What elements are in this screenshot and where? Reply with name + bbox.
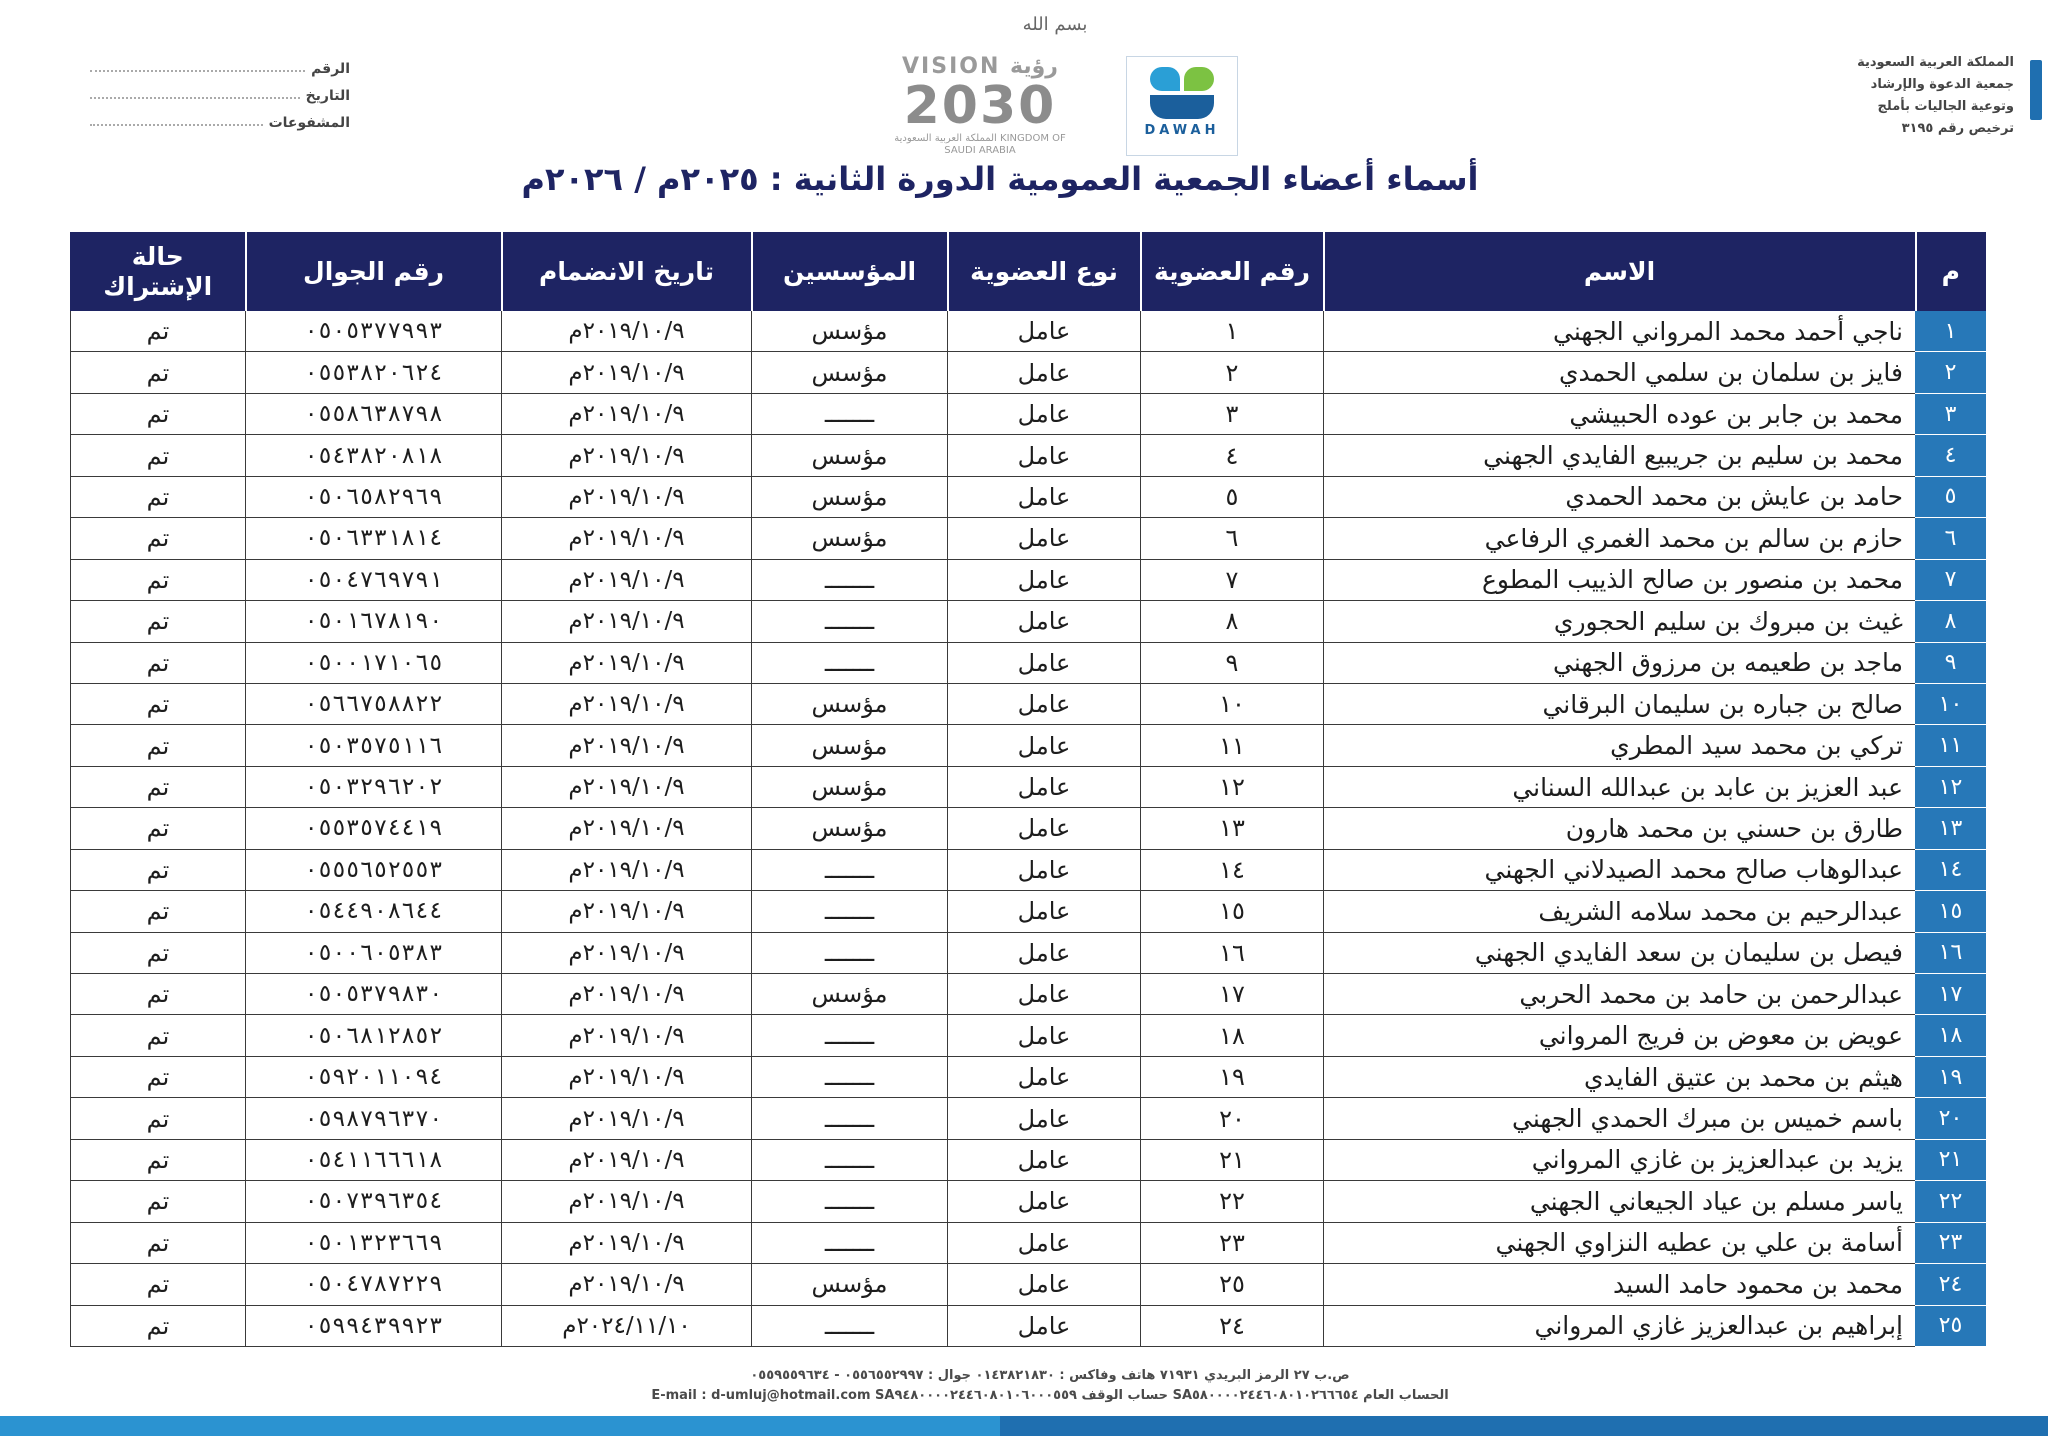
mobile-number: ٠٥٠٦٥٨٢٩٦٩ bbox=[246, 476, 502, 517]
founder-status: ـــــــ bbox=[752, 1056, 948, 1097]
member-name: ناجي أحمد محمد المرواني الجهني bbox=[1324, 311, 1916, 352]
membership-type: عامل bbox=[948, 725, 1141, 766]
mobile-number: ٠٥٠١٣٢٣٦٦٩ bbox=[246, 1222, 502, 1263]
table-row bbox=[71, 642, 1986, 683]
column-header: تاريخ الانضمام bbox=[502, 233, 752, 311]
founder-status: مؤسس bbox=[752, 725, 948, 766]
founder-status: مؤسس bbox=[752, 518, 948, 559]
side-accent-bar bbox=[2030, 60, 2042, 120]
join-date: ٢٠١٩/١٠/٩م bbox=[502, 725, 752, 766]
membership-type: عامل bbox=[948, 891, 1141, 932]
member-name: عبدالرحمن بن حامد بن محمد الحربي bbox=[1324, 974, 1916, 1015]
member-name: طارق بن حسني بن محمد هارون bbox=[1324, 808, 1916, 849]
basmala-calligraphy: بسم الله bbox=[1022, 14, 1088, 35]
join-date: ٢٠١٩/١٠/٩م bbox=[502, 518, 752, 559]
column-header: م bbox=[1916, 233, 1986, 311]
subscription-status: تم bbox=[71, 1181, 246, 1222]
founder-status: مؤسس bbox=[752, 476, 948, 517]
member-name: محمد بن محمود حامد السيد bbox=[1324, 1264, 1916, 1305]
table-row bbox=[71, 766, 1986, 807]
membership-type: عامل bbox=[948, 766, 1141, 807]
subscription-status: تم bbox=[71, 683, 246, 724]
founder-status: مؤسس bbox=[752, 974, 948, 1015]
subscription-status: تم bbox=[71, 601, 246, 642]
subscription-status: تم bbox=[71, 891, 246, 932]
subscription-status: تم bbox=[71, 559, 246, 600]
membership-type: عامل bbox=[948, 974, 1141, 1015]
mobile-number: ٠٥٠١٦٧٨١٩٠ bbox=[246, 601, 502, 642]
org-line: وتوعية الجاليات بأملج bbox=[1877, 99, 2014, 114]
subscription-status: تم bbox=[71, 849, 246, 890]
founder-status: مؤسس bbox=[752, 808, 948, 849]
column-header: المؤسسين bbox=[752, 233, 948, 311]
founder-status: ـــــــ bbox=[752, 559, 948, 600]
mobile-number: ٠٥٠٦٣٣١٨١٤ bbox=[246, 518, 502, 559]
member-name: ياسر مسلم بن عياد الجيعاني الجهني bbox=[1324, 1181, 1916, 1222]
table-row bbox=[71, 476, 1986, 517]
table-row bbox=[71, 1056, 1986, 1097]
table-row bbox=[71, 891, 1986, 932]
organization-info bbox=[1754, 52, 2014, 140]
join-date: ٢٠٢٤/١١/١٠م bbox=[502, 1305, 752, 1347]
join-date: ٢٠١٩/١٠/٩م bbox=[502, 974, 752, 1015]
footer-line: ص.ب ٢٧ الرمز البريدي ٧١٩٣١ هاتف وفاكس : ٠١٤٣٨٢١٨٣٠ جوال : ٠٥٥٦٥٥٢٩٩٧ - ٠٥٥٩٥٥٩٦٣٤ bbox=[750, 1368, 1350, 1383]
dawah-label: DAWAH bbox=[1144, 123, 1220, 138]
row-index: ١١ bbox=[1916, 725, 1986, 766]
membership-number: ٥ bbox=[1141, 476, 1324, 517]
subscription-status: تم bbox=[71, 974, 246, 1015]
mobile-number: ٠٥٠٥٣٧٧٩٩٣ bbox=[246, 311, 502, 352]
subscription-status: تم bbox=[71, 642, 246, 683]
row-index: ٢٠ bbox=[1916, 1098, 1986, 1139]
member-name: ماجد بن طعيمه بن مرزوق الجهني bbox=[1324, 642, 1916, 683]
membership-number: ٩ bbox=[1141, 642, 1324, 683]
founder-status: مؤسس bbox=[752, 683, 948, 724]
member-name: عبدالوهاب صالح محمد الصيدلاني الجهني bbox=[1324, 849, 1916, 890]
dawah-logo bbox=[1126, 56, 1238, 156]
member-name: عبد العزيز بن عابد بن عبدالله السناني bbox=[1324, 766, 1916, 807]
row-index: ١٠ bbox=[1916, 683, 1986, 724]
membership-number: ٦ bbox=[1141, 518, 1324, 559]
founder-status: ـــــــ bbox=[752, 1139, 948, 1180]
subscription-status: تم bbox=[71, 766, 246, 807]
membership-type: عامل bbox=[948, 518, 1141, 559]
membership-number: ٢٣ bbox=[1141, 1222, 1324, 1263]
table-row bbox=[71, 435, 1986, 476]
vision-year: 2030 bbox=[903, 76, 1057, 136]
join-date: ٢٠١٩/١٠/٩م bbox=[502, 932, 752, 973]
membership-type: عامل bbox=[948, 932, 1141, 973]
row-index: ٩ bbox=[1916, 642, 1986, 683]
membership-type: عامل bbox=[948, 683, 1141, 724]
mobile-number: ٠٥٥٨٦٣٨٧٩٨ bbox=[246, 393, 502, 434]
row-index: ٢٥ bbox=[1916, 1305, 1986, 1347]
membership-number: ٢٤ bbox=[1141, 1305, 1324, 1347]
subscription-status: تم bbox=[71, 435, 246, 476]
member-name: باسم خميس بن مبرك الحمدي الجهني bbox=[1324, 1098, 1916, 1139]
subscription-status: تم bbox=[71, 1222, 246, 1263]
member-name: محمد بن سليم بن جريبيع الفايدي الجهني bbox=[1324, 435, 1916, 476]
mobile-number: ٠٥٠٦٨١٢٨٥٢ bbox=[246, 1015, 502, 1056]
column-header: رقم العضوية bbox=[1141, 233, 1324, 311]
join-date: ٢٠١٩/١٠/٩م bbox=[502, 1264, 752, 1305]
table-row bbox=[71, 974, 1986, 1015]
reference-meta bbox=[90, 56, 350, 137]
mobile-number: ٠٥٠٤٧٨٧٢٢٩ bbox=[246, 1264, 502, 1305]
member-name: حازم بن سالم بن محمد الغمري الرفاعي bbox=[1324, 518, 1916, 559]
mobile-number: ٠٥٤٤٩٠٨٦٤٤ bbox=[246, 891, 502, 932]
table-row bbox=[71, 1139, 1986, 1180]
row-index: ١٤ bbox=[1916, 849, 1986, 890]
table-row bbox=[71, 518, 1986, 559]
org-line: جمعية الدعوة والإرشاد bbox=[1870, 77, 2014, 92]
join-date: ٢٠١٩/١٠/٩م bbox=[502, 601, 752, 642]
join-date: ٢٠١٩/١٠/٩م bbox=[502, 891, 752, 932]
table-row bbox=[71, 808, 1986, 849]
column-header: نوع العضوية bbox=[948, 233, 1141, 311]
subscription-status: تم bbox=[71, 476, 246, 517]
subscription-status: تم bbox=[71, 1139, 246, 1180]
subscription-status: تم bbox=[71, 1098, 246, 1139]
row-index: ٢٣ bbox=[1916, 1222, 1986, 1263]
subscription-status: تم bbox=[71, 1305, 246, 1347]
column-header: رقم الجوال bbox=[246, 233, 502, 311]
row-index: ٦ bbox=[1916, 518, 1986, 559]
membership-type: عامل bbox=[948, 1098, 1141, 1139]
meta-label: التاريخ bbox=[305, 88, 350, 104]
membership-number: ١١ bbox=[1141, 725, 1324, 766]
mobile-number: ٠٥٠٥٣٧٩٨٣٠ bbox=[246, 974, 502, 1015]
subscription-status: تم bbox=[71, 311, 246, 352]
join-date: ٢٠١٩/١٠/٩م bbox=[502, 435, 752, 476]
join-date: ٢٠١٩/١٠/٩م bbox=[502, 766, 752, 807]
join-date: ٢٠١٩/١٠/٩م bbox=[502, 1222, 752, 1263]
table-row bbox=[71, 1015, 1986, 1056]
mobile-number: ٠٥٠٧٣٩٦٣٥٤ bbox=[246, 1181, 502, 1222]
vision-label: VISION رؤية bbox=[902, 54, 1058, 79]
membership-type: عامل bbox=[948, 849, 1141, 890]
membership-type: عامل bbox=[948, 1181, 1141, 1222]
mobile-number: ٠٥٩٢٠١١٠٩٤ bbox=[246, 1056, 502, 1097]
org-line: المملكة العربية السعودية bbox=[1857, 55, 2014, 70]
table-row bbox=[71, 1305, 1986, 1347]
founder-status: ـــــــ bbox=[752, 1222, 948, 1263]
mobile-number: ٠٥٠٠٦٠٥٣٨٣ bbox=[246, 932, 502, 973]
membership-number: ٢١ bbox=[1141, 1139, 1324, 1180]
footer-band-accent bbox=[0, 1416, 1000, 1436]
mobile-number: ٠٥٠٣٥٧٥١١٦ bbox=[246, 725, 502, 766]
founder-status: مؤسس bbox=[752, 435, 948, 476]
join-date: ٢٠١٩/١٠/٩م bbox=[502, 476, 752, 517]
mobile-number: ٠٥٠٤٧٦٩٧٩١ bbox=[246, 559, 502, 600]
mobile-number: ٠٥٤١١٦٦٦١٨ bbox=[246, 1139, 502, 1180]
mobile-number: ٠٥٠٠١٧١٠٦٥ bbox=[246, 642, 502, 683]
row-index: ٥ bbox=[1916, 476, 1986, 517]
member-name: هيثم بن محمد بن عتيق الفايدي bbox=[1324, 1056, 1916, 1097]
membership-number: ١٧ bbox=[1141, 974, 1324, 1015]
membership-type: عامل bbox=[948, 311, 1141, 352]
table-row bbox=[71, 849, 1986, 890]
membership-number: ١٦ bbox=[1141, 932, 1324, 973]
row-index: ١ bbox=[1916, 311, 1986, 352]
subscription-status: تم bbox=[71, 1015, 246, 1056]
row-index: ٤ bbox=[1916, 435, 1986, 476]
membership-type: عامل bbox=[948, 642, 1141, 683]
founder-status: مؤسس bbox=[752, 766, 948, 807]
founder-status: ـــــــ bbox=[752, 393, 948, 434]
table-row bbox=[71, 393, 1986, 434]
member-name: صالح بن جباره بن سليمان البرقاني bbox=[1324, 683, 1916, 724]
row-index: ٢١ bbox=[1916, 1139, 1986, 1180]
row-index: ١٥ bbox=[1916, 891, 1986, 932]
row-index: ٨ bbox=[1916, 601, 1986, 642]
membership-type: عامل bbox=[948, 1056, 1141, 1097]
member-name: أسامة بن علي بن عطيه النزاوي الجهني bbox=[1324, 1222, 1916, 1263]
founder-status: ـــــــ bbox=[752, 1181, 948, 1222]
founder-status: ـــــــ bbox=[752, 1305, 948, 1347]
subscription-status: تم bbox=[71, 932, 246, 973]
join-date: ٢٠١٩/١٠/٩م bbox=[502, 1015, 752, 1056]
join-date: ٢٠١٩/١٠/٩م bbox=[502, 559, 752, 600]
membership-number: ١٤ bbox=[1141, 849, 1324, 890]
org-line: ترخيص رقم ٣١٩٥ bbox=[1901, 121, 2014, 136]
member-name: إبراهيم بن عبدالعزيز غازي المرواني bbox=[1324, 1305, 1916, 1347]
membership-number: ٣ bbox=[1141, 393, 1324, 434]
mobile-number: ٠٥٥٣٥٧٤٤١٩ bbox=[246, 808, 502, 849]
membership-number: ١٣ bbox=[1141, 808, 1324, 849]
founder-status: ـــــــ bbox=[752, 932, 948, 973]
vision-subtitle: المملكة العربية السعودية KINGDOM OF SAUDI ARABIA bbox=[894, 133, 1066, 156]
subscription-status: تم bbox=[71, 808, 246, 849]
table-header-row bbox=[71, 233, 1986, 311]
membership-number: ٢ bbox=[1141, 352, 1324, 393]
founder-status: مؤسس bbox=[752, 311, 948, 352]
table-row bbox=[71, 601, 1986, 642]
founder-status: مؤسس bbox=[752, 352, 948, 393]
row-index: ١٧ bbox=[1916, 974, 1986, 1015]
table-row bbox=[71, 311, 1986, 352]
table-row bbox=[71, 559, 1986, 600]
table-row bbox=[71, 1264, 1986, 1305]
table-row bbox=[71, 725, 1986, 766]
column-header: حالة الإشتراك bbox=[71, 233, 246, 311]
membership-type: عامل bbox=[948, 1015, 1141, 1056]
membership-number: ١٨ bbox=[1141, 1015, 1324, 1056]
member-name: فيصل بن سليمان بن سعد الفايدي الجهني bbox=[1324, 932, 1916, 973]
meta-label: الرقم bbox=[311, 61, 350, 77]
join-date: ٢٠١٩/١٠/٩م bbox=[502, 683, 752, 724]
member-name: محمد بن جابر بن عوده الحبيشي bbox=[1324, 393, 1916, 434]
mobile-number: ٠٥٩٩٤٣٩٩٢٣ bbox=[246, 1305, 502, 1347]
join-date: ٢٠١٩/١٠/٩م bbox=[502, 642, 752, 683]
column-header: الاسم bbox=[1324, 233, 1916, 311]
mobile-number: ٠٥٥٥٦٥٢٥٥٣ bbox=[246, 849, 502, 890]
membership-number: ١٠ bbox=[1141, 683, 1324, 724]
member-name: حامد بن عايش بن محمد الحمدي bbox=[1324, 476, 1916, 517]
mobile-number: ٠٥٠٣٢٩٦٢٠٢ bbox=[246, 766, 502, 807]
membership-number: ٤ bbox=[1141, 435, 1324, 476]
mobile-number: ٠٥٦٦٧٥٨٨٢٢ bbox=[246, 683, 502, 724]
mobile-number: ٠٥٤٣٨٢٠٨١٨ bbox=[246, 435, 502, 476]
meta-row-number bbox=[90, 56, 350, 83]
row-index: ٢ bbox=[1916, 352, 1986, 393]
table-row bbox=[71, 683, 1986, 724]
join-date: ٢٠١٩/١٠/٩م bbox=[502, 393, 752, 434]
membership-type: عامل bbox=[948, 1264, 1141, 1305]
row-index: ١٨ bbox=[1916, 1015, 1986, 1056]
membership-number: ٨ bbox=[1141, 601, 1324, 642]
membership-number: ٢٢ bbox=[1141, 1181, 1324, 1222]
table-row bbox=[71, 352, 1986, 393]
table-row bbox=[71, 1098, 1986, 1139]
membership-number: ١٩ bbox=[1141, 1056, 1324, 1097]
membership-type: عامل bbox=[948, 352, 1141, 393]
membership-number: ١٢ bbox=[1141, 766, 1324, 807]
membership-type: عامل bbox=[948, 1305, 1141, 1347]
footer-contact bbox=[590, 1366, 1510, 1406]
mobile-number: ٠٥٥٣٨٢٠٦٢٤ bbox=[246, 352, 502, 393]
member-name: عبدالرحيم بن محمد سلامه الشريف bbox=[1324, 891, 1916, 932]
membership-number: ٧ bbox=[1141, 559, 1324, 600]
member-name: فايز بن سلمان بن سلمي الحمدي bbox=[1324, 352, 1916, 393]
join-date: ٢٠١٩/١٠/٩م bbox=[502, 352, 752, 393]
mobile-number: ٠٥٩٨٧٩٦٣٧٠ bbox=[246, 1098, 502, 1139]
table-row bbox=[71, 1222, 1986, 1263]
membership-type: عامل bbox=[948, 393, 1141, 434]
subscription-status: تم bbox=[71, 352, 246, 393]
row-index: ٢٢ bbox=[1916, 1181, 1986, 1222]
founder-status: ـــــــ bbox=[752, 891, 948, 932]
join-date: ٢٠١٩/١٠/٩م bbox=[502, 808, 752, 849]
join-date: ٢٠١٩/١٠/٩م bbox=[502, 1056, 752, 1097]
founder-status: مؤسس bbox=[752, 1264, 948, 1305]
founder-status: ـــــــ bbox=[752, 1098, 948, 1139]
table-row bbox=[71, 932, 1986, 973]
table-body bbox=[71, 311, 1986, 1347]
membership-type: عامل bbox=[948, 559, 1141, 600]
footer-line: الحساب العام SA٥٨٠٠٠٠٢٤٤٦٠٨٠١٠٢٦٦٦٥٤ حساب الوقف SA٩٤٨٠٠٠٠٢٤٤٦٠٨٠١٠٦٠٠٠٥٥٩ E-mail : d-umluj@hotmail.com bbox=[651, 1388, 1449, 1403]
row-index: ٣ bbox=[1916, 393, 1986, 434]
founder-status: ـــــــ bbox=[752, 1015, 948, 1056]
join-date: ٢٠١٩/١٠/٩م bbox=[502, 1181, 752, 1222]
meta-row-attachments bbox=[90, 110, 350, 137]
founder-status: ـــــــ bbox=[752, 601, 948, 642]
membership-type: عامل bbox=[948, 1222, 1141, 1263]
membership-number: ٢٥ bbox=[1141, 1264, 1324, 1305]
subscription-status: تم bbox=[71, 1264, 246, 1305]
row-index: ٧ bbox=[1916, 559, 1986, 600]
join-date: ٢٠١٩/١٠/٩م bbox=[502, 311, 752, 352]
membership-type: عامل bbox=[948, 476, 1141, 517]
meta-row-date bbox=[90, 83, 350, 110]
member-name: تركي بن محمد سيد المطري bbox=[1324, 725, 1916, 766]
row-index: ١٣ bbox=[1916, 808, 1986, 849]
row-index: ٢٤ bbox=[1916, 1264, 1986, 1305]
join-date: ٢٠١٩/١٠/٩م bbox=[502, 849, 752, 890]
meta-label: المشفوعات bbox=[268, 115, 350, 131]
membership-type: عامل bbox=[948, 601, 1141, 642]
subscription-status: تم bbox=[71, 393, 246, 434]
vision-2030-logo bbox=[890, 54, 1070, 156]
membership-type: عامل bbox=[948, 435, 1141, 476]
subscription-status: تم bbox=[71, 518, 246, 559]
dawah-mark-icon bbox=[1146, 63, 1218, 123]
row-index: ١٢ bbox=[1916, 766, 1986, 807]
member-name: غيث بن مبروك بن سليم الحجوري bbox=[1324, 601, 1916, 642]
member-name: يزيد بن عبدالعزيز بن غازي المرواني bbox=[1324, 1139, 1916, 1180]
membership-number: ٢٠ bbox=[1141, 1098, 1324, 1139]
member-name: عويض بن معوض بن فريج المرواني bbox=[1324, 1015, 1916, 1056]
row-index: ١٦ bbox=[1916, 932, 1986, 973]
member-name: محمد بن منصور بن صالح الذييب المطوع bbox=[1324, 559, 1916, 600]
join-date: ٢٠١٩/١٠/٩م bbox=[502, 1139, 752, 1180]
row-index: ١٩ bbox=[1916, 1056, 1986, 1097]
founder-status: ـــــــ bbox=[752, 642, 948, 683]
founder-status: ـــــــ bbox=[752, 849, 948, 890]
membership-number: ١ bbox=[1141, 311, 1324, 352]
membership-type: عامل bbox=[948, 1139, 1141, 1180]
subscription-status: تم bbox=[71, 1056, 246, 1097]
subscription-status: تم bbox=[71, 725, 246, 766]
membership-number: ١٥ bbox=[1141, 891, 1324, 932]
join-date: ٢٠١٩/١٠/٩م bbox=[502, 1098, 752, 1139]
table-row bbox=[71, 1181, 1986, 1222]
membership-type: عامل bbox=[948, 808, 1141, 849]
members-table bbox=[70, 232, 1986, 1347]
document-title: أسماء أعضاء الجمعية العمومية الدورة الثانية : ٢٠٢٥م / ٢٠٢٦م bbox=[521, 160, 1479, 198]
